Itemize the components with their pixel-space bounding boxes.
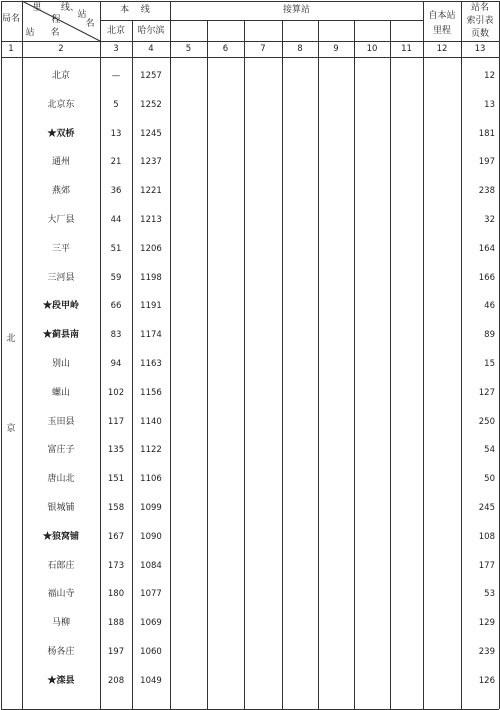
index-page: 250	[478, 416, 495, 427]
index-page: 89	[484, 330, 495, 341]
distance-to-harbin: 1252	[140, 99, 162, 110]
station-name: 马柳	[51, 618, 71, 629]
index-page: 177	[478, 560, 495, 571]
column-divider-7	[282, 20, 283, 709]
column-number-4: 4	[148, 44, 154, 54]
station-name: 玉田县	[47, 416, 75, 427]
distance-to-harbin: 1206	[140, 243, 162, 254]
header-zibenzhan: 自本站	[428, 11, 456, 21]
header-xian: 线、	[60, 3, 80, 13]
column-divider-5	[207, 20, 208, 709]
index-page: 108	[478, 531, 495, 542]
column-divider-11	[423, 1, 424, 709]
header-li: 里	[32, 3, 42, 13]
header-index-3: 页数	[470, 29, 490, 39]
index-page: 197	[478, 157, 495, 168]
distance-to-harbin: 1077	[140, 589, 162, 600]
distance-from-beijing: 83	[110, 330, 122, 341]
distance-to-harbin: 1237	[140, 157, 162, 168]
index-page: 238	[478, 186, 495, 197]
distance-from-beijing: 36	[110, 186, 122, 197]
station-name: ★双桥	[47, 128, 75, 139]
distance-from-beijing: 117	[107, 416, 125, 427]
column-number-7: 7	[260, 44, 266, 54]
distance-from-beijing: 51	[110, 243, 122, 254]
distance-from-beijing: 208	[107, 675, 125, 686]
column-divider-6	[244, 20, 245, 709]
distance-to-harbin: 1106	[140, 474, 162, 485]
distance-to-harbin: 1099	[140, 503, 162, 513]
column-divider-12	[461, 1, 462, 709]
distance-to-harbin: 1221	[140, 186, 162, 197]
station-name: 螺山	[51, 387, 71, 398]
column-number-9: 9	[333, 44, 339, 54]
station-name: 通州	[51, 157, 71, 168]
distance-from-beijing: 94	[110, 359, 122, 369]
distance-from-beijing: 44	[110, 215, 122, 225]
header-benxian: 本 线	[120, 5, 150, 15]
column-divider-4	[170, 1, 171, 709]
column-divider-9	[354, 20, 355, 709]
column-divider-3	[132, 20, 133, 709]
distance-from-beijing: 167	[107, 531, 125, 542]
header-jiesuan: 接算站	[282, 5, 311, 15]
header-ming: 名	[50, 28, 60, 38]
distance-to-harbin: 1213	[140, 215, 162, 225]
index-page: 12	[484, 71, 495, 81]
column-divider-2	[100, 1, 101, 709]
station-name: 唐山北	[47, 474, 75, 485]
index-page: 15	[484, 359, 495, 369]
distance-to-harbin: 1191	[140, 301, 162, 312]
station-name: ★蓟县南	[42, 330, 80, 341]
distance-from-beijing: 102	[107, 387, 125, 398]
station-name: 石郎庄	[47, 560, 75, 571]
header-harbin: 哈尔滨	[137, 26, 165, 36]
station-name: 北京东	[47, 99, 75, 110]
distance-to-harbin: 1060	[140, 647, 162, 657]
index-page: 54	[484, 445, 495, 456]
header-beijing: 北京	[106, 26, 126, 36]
index-page: 13	[484, 99, 495, 110]
station-name: 银城铺	[47, 503, 75, 513]
header-index-2: 索引表	[466, 16, 494, 26]
header-index-1: 站名	[470, 3, 490, 13]
column-number-11: 11	[401, 44, 412, 54]
station-name: ★狼窝铺	[42, 531, 80, 542]
distance-from-beijing: 21	[110, 157, 122, 168]
distance-to-harbin: 1257	[140, 71, 162, 81]
index-page: 32	[484, 215, 495, 225]
border-left	[1, 1, 2, 709]
header-ming-right: 名	[85, 19, 95, 29]
column-divider-1	[22, 1, 23, 709]
distance-from-beijing: 135	[107, 445, 125, 456]
distance-to-harbin: 1198	[140, 272, 162, 283]
index-page: 126	[478, 675, 495, 686]
header-licheng: 里程	[432, 26, 452, 36]
distance-to-harbin: 1122	[140, 445, 162, 456]
station-name: 大厂县	[47, 215, 75, 225]
index-page: 164	[478, 243, 495, 254]
station-name: 北京	[51, 71, 71, 81]
header-zhan-top: 站	[77, 10, 87, 20]
column-divider-8	[318, 20, 319, 709]
index-page: 46	[484, 301, 495, 312]
index-page: 166	[478, 272, 495, 283]
distance-to-harbin: 1049	[140, 675, 162, 686]
station-name: 别山	[51, 359, 71, 369]
distance-from-beijing: 158	[107, 503, 125, 513]
bureau-char-2: 京	[6, 424, 16, 434]
index-page: 53	[484, 589, 495, 600]
distance-from-beijing: 180	[107, 589, 125, 600]
station-name: 富庄子	[47, 445, 75, 456]
distance-to-harbin: 1140	[140, 416, 162, 427]
distance-to-harbin: 1156	[140, 387, 162, 398]
station-name: 燕郊	[51, 186, 71, 197]
index-page: 129	[478, 618, 495, 629]
column-number-13: 13	[474, 44, 486, 54]
column-number-2: 2	[58, 44, 64, 54]
station-name: 福山寺	[47, 589, 75, 600]
distance-from-beijing: 66	[110, 301, 122, 312]
column-number-6: 6	[222, 44, 229, 54]
station-name: 杨各庄	[47, 647, 75, 657]
distance-to-harbin: 1174	[140, 330, 162, 341]
distance-from-beijing: —	[111, 71, 121, 81]
distance-from-beijing: 197	[107, 647, 125, 657]
distance-to-harbin: 1069	[140, 618, 162, 629]
station-name: 三河县	[47, 272, 75, 283]
station-name: ★滦县	[47, 675, 75, 686]
column-number-12: 12	[436, 44, 448, 54]
column-number-3: 3	[113, 44, 119, 54]
distance-to-harbin: 1090	[140, 531, 162, 542]
column-number-5: 5	[185, 44, 192, 54]
distance-from-beijing: 13	[110, 128, 122, 139]
header-cheng: 程	[51, 15, 61, 25]
index-page: 127	[478, 387, 495, 398]
header-zhan: 站	[25, 28, 35, 38]
distance-to-harbin: 1163	[140, 359, 162, 369]
column-number-10: 10	[366, 44, 378, 54]
bureau-char-1: 北	[6, 334, 16, 344]
column-number-1: 1	[8, 44, 14, 54]
distance-from-beijing: 173	[107, 560, 125, 571]
distance-from-beijing: 5	[113, 99, 119, 110]
distance-from-beijing: 151	[107, 474, 125, 485]
distance-from-beijing: 188	[107, 618, 125, 629]
station-name: 三平	[51, 243, 71, 254]
station-name: ★段甲岭	[42, 301, 80, 312]
index-page: 50	[484, 474, 495, 485]
index-page: 245	[478, 503, 495, 513]
distance-to-harbin: 1245	[140, 128, 162, 139]
index-page: 239	[478, 647, 495, 657]
bureau-header: 局名	[1, 14, 21, 24]
column-number-8: 8	[297, 44, 303, 54]
distance-to-harbin: 1084	[140, 560, 162, 571]
index-page: 181	[478, 128, 495, 139]
column-divider-10	[390, 20, 391, 709]
distance-from-beijing: 59	[110, 272, 122, 283]
